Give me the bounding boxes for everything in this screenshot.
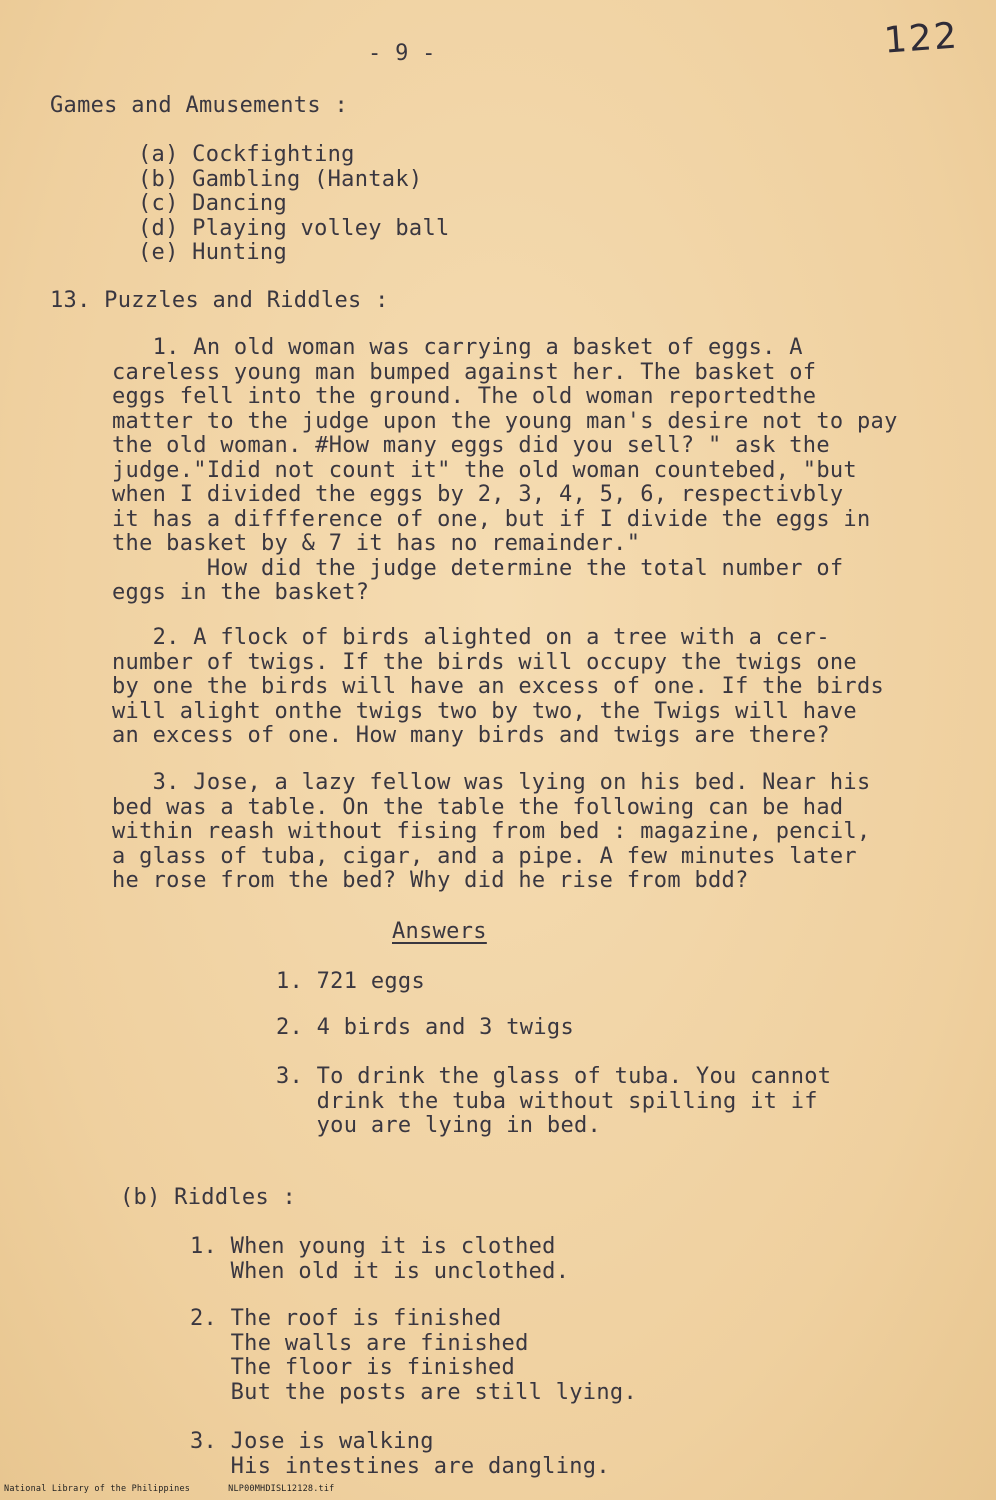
puzzle-1: 1. An old woman was carrying a basket of eggs. A careless young man bumped against her. The basket of eggs fell into the ground. The old woman reportedthe matter to the judge upon the young man's desire not to pay the old woman. #How many eggs did you sell? " ask the judge."Idid not count it" the old woman countebed, "but when I divided the eggs by 2, 3, 4, 5, 6, respectivbly it has a diffference of one, but if I divide the eggs in the basket by & 7 it has no remainder." How did the judge determine the total number of eggs in the basket? (112, 335, 898, 605)
answers-heading: Answers (392, 919, 487, 944)
footer-file-id: NLP00MHDISL12128.tif (228, 1484, 335, 1494)
puzzle-2: 2. A flock of birds alighted on a tree with a cer- number of twigs. If the birds will occupy the twigs one by one the birds will have an excess of one. If the birds will alight onthe twigs two by two, the Twigs will have an excess of one. How many birds and twigs are there? (112, 625, 885, 748)
list-item: (a) Cockfighting (138, 142, 355, 167)
riddles-heading: (b) Riddles : (120, 1185, 297, 1210)
riddle-3: 3. Jose is walking His intestines are dangling. (190, 1429, 610, 1479)
handwritten-page-number: 122 (882, 15, 961, 62)
puzzles-heading: 13. Puzzles and Riddles : (50, 288, 389, 313)
list-item: (c) Dancing (138, 191, 287, 216)
games-list (138, 143, 450, 266)
riddle-1: 1. When young it is clothed When old it is unclothed. (190, 1234, 570, 1284)
page-number: - 9 - (368, 41, 436, 66)
riddle-2: 2. The roof is finished The walls are finished The floor is finished But the posts are still lying. (190, 1306, 637, 1405)
list-item: (e) Hunting (138, 240, 287, 265)
games-heading: Games and Amusements : (50, 93, 348, 118)
answer-1: 1. 721 eggs (276, 969, 425, 994)
list-item: (b) Gambling (Hantak) (138, 166, 423, 192)
puzzle-3: 3. Jose, a lazy fellow was lying on his bed. Near his bed was a table. On the table the following can be had within reash without fising from bed : magazine, pencil, a glass of tuba, cigar, and a pipe. A few minutes later he rose from the bed? Why did he rise from bdd? (112, 770, 871, 893)
answer-3: 3. To drink the glass of tuba. You cannot drink the tuba without spilling it if you are lying in bed. (276, 1064, 832, 1138)
list-item: (d) Playing volley ball (138, 215, 450, 241)
answer-2: 2. 4 birds and 3 twigs (276, 1015, 574, 1040)
footer-library: National Library of the Philippines (4, 1484, 191, 1494)
footer (4, 1484, 334, 1494)
